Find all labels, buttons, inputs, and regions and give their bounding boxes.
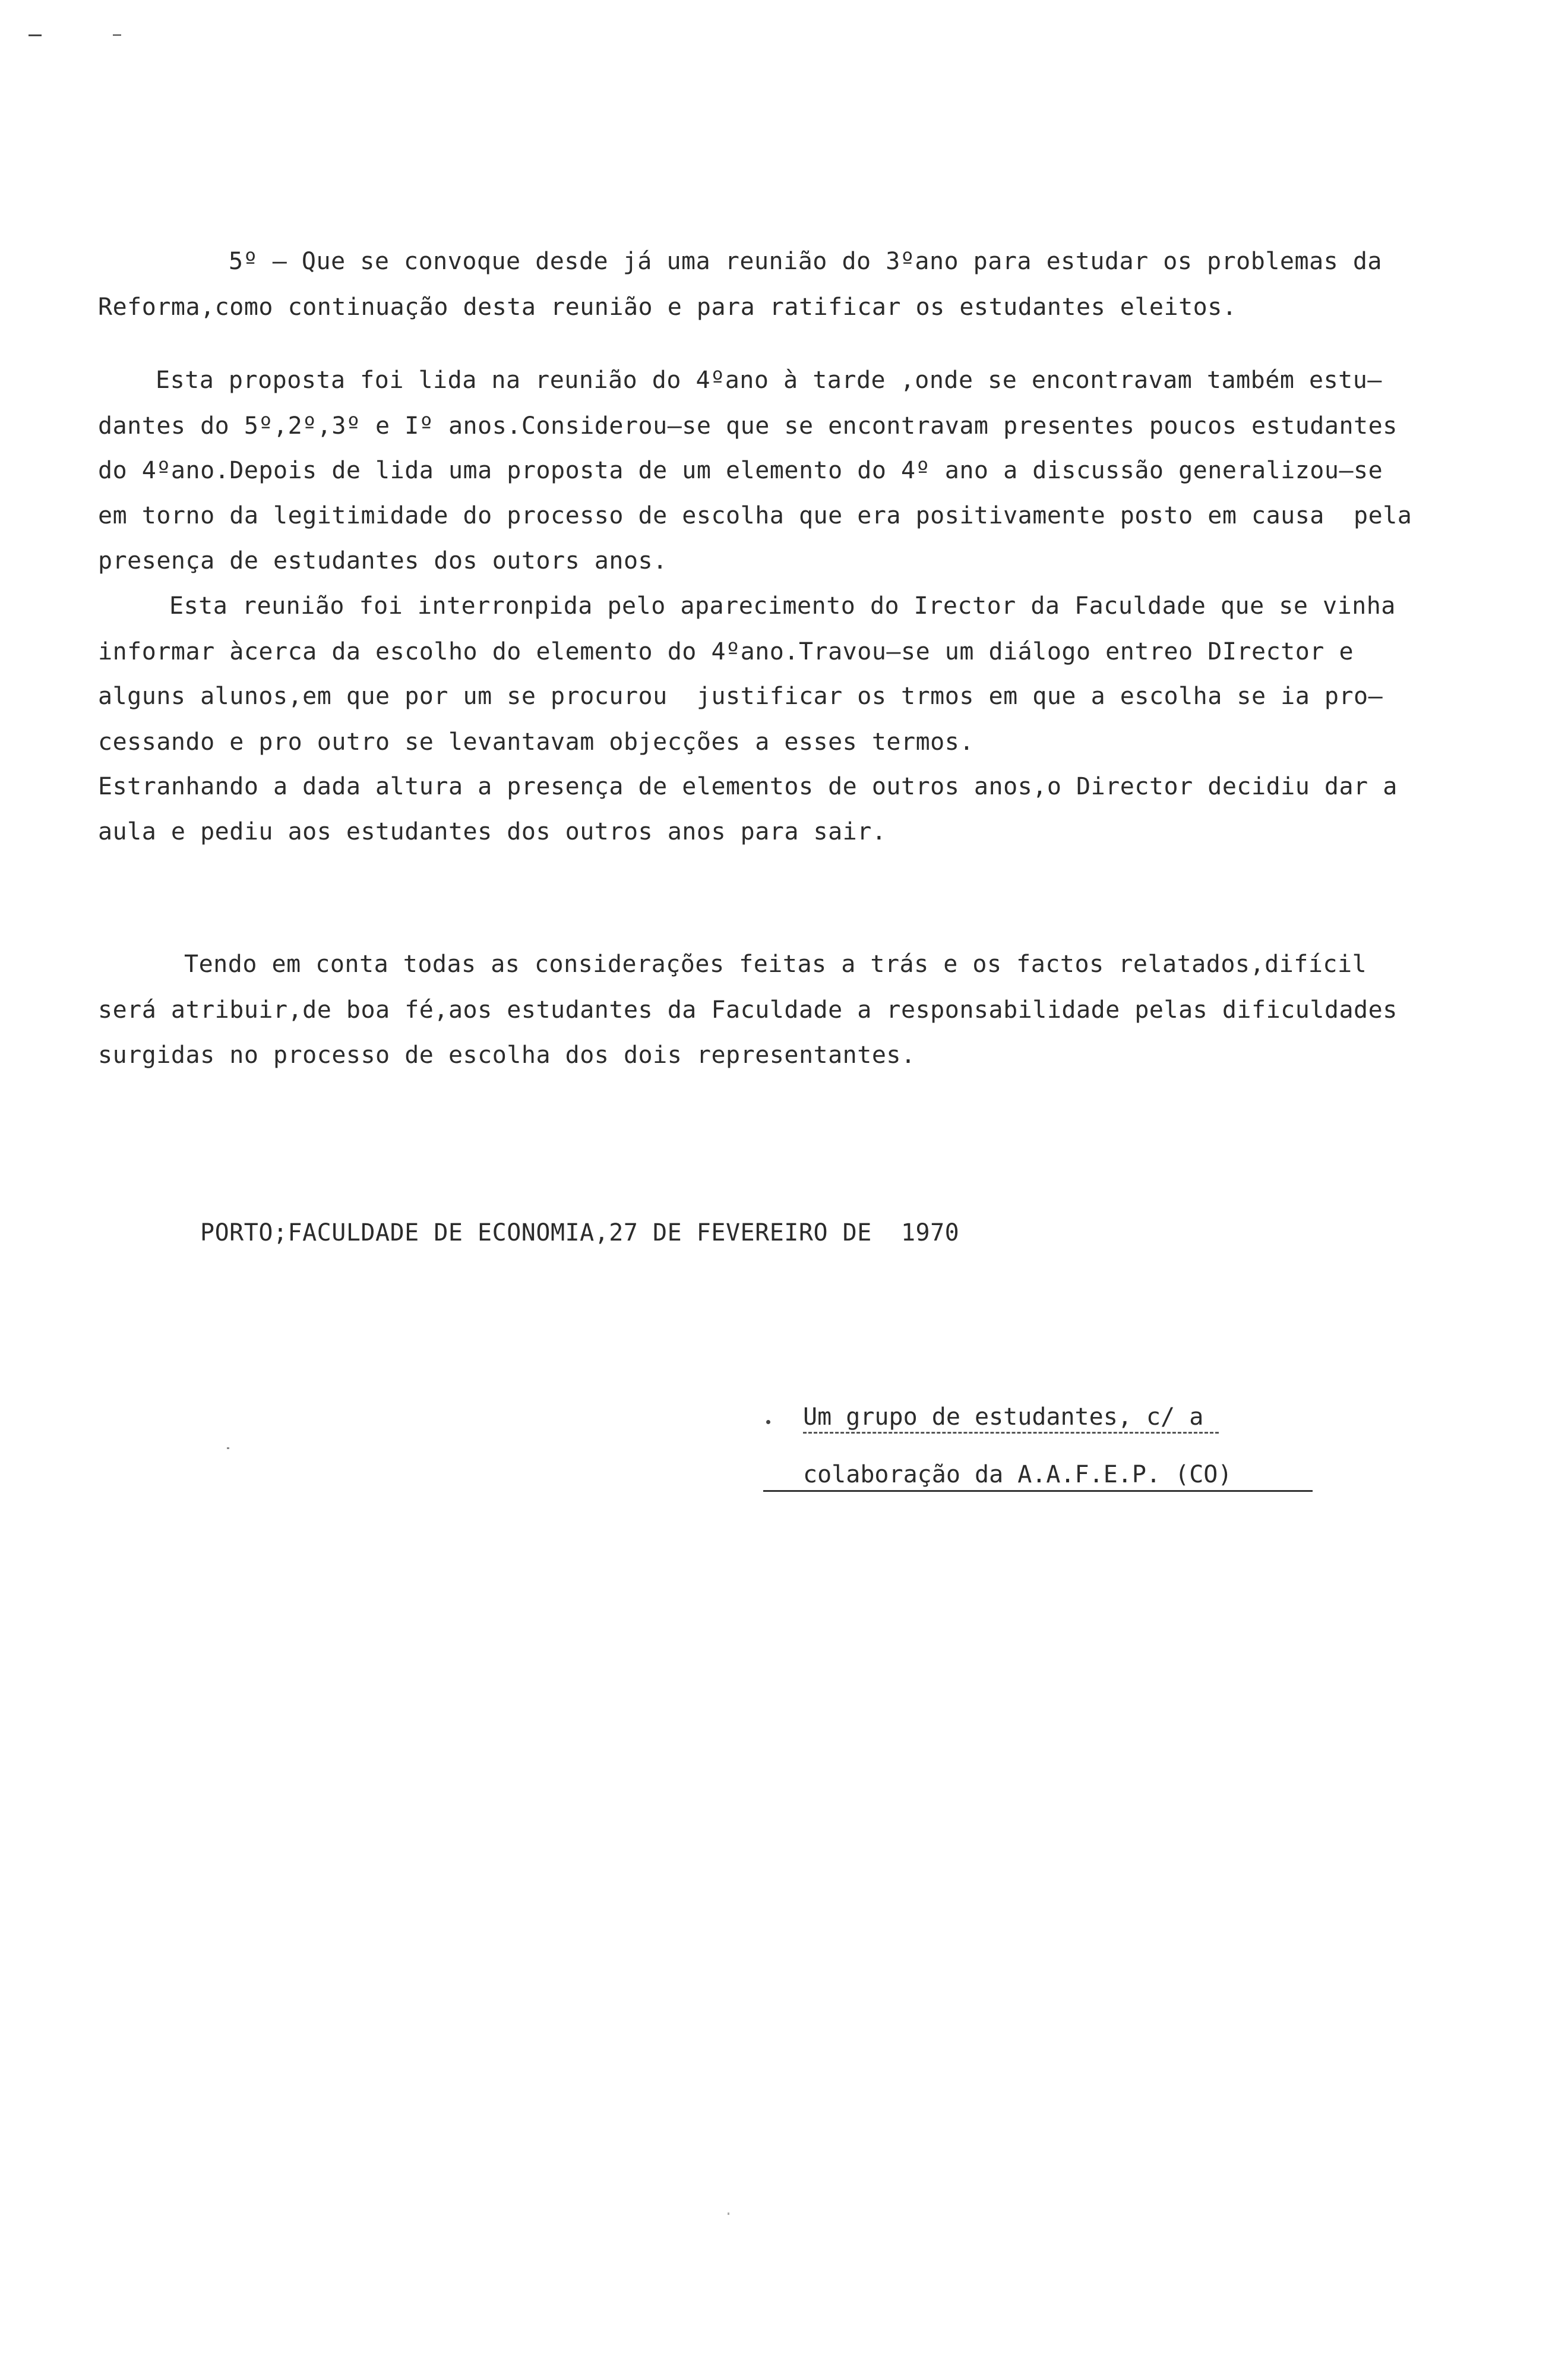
paragraph-1-line-1: 5º – Que se convoque desde já uma reunião do 3ºano para estudar os problemas da [229,248,1382,275]
signature-line-2: colaboração da A.A.F.E.P. (CO) [803,1461,1232,1488]
paragraph-4-line-1: Tendo em conta todas as considerações feitas a trás e os factos relatados,difícil [184,951,1367,978]
scan-speck [728,2213,729,2215]
paragraph-4-line-3: surgidas no processo de escolha dos dois representantes. [98,1042,916,1069]
paragraph-3-line-5: Estranhando a dada altura a presença de elementos de outros anos,o Director decidiu dar a [98,773,1398,800]
paragraph-2-line-2: dantes do 5º,2º,3º e Iº anos.Considerou–se que se encontravam presentes poucos estudantes [98,412,1398,440]
place-date: PORTO;FACULDADE DE ECONOMIA,27 DE FEVEREIRO DE 1970 [200,1219,960,1246]
signature-underline-1 [803,1432,1219,1434]
signature-line-1: Um grupo de estudantes, c/ a [803,1403,1204,1431]
paragraph-3-line-1: Esta reunião foi interronpida pelo aparecimento do Irector da Faculdade que se vinha [169,592,1396,620]
paragraph-3-line-2: informar àcerca da escolho do elemento do 4ºano.Travou–se um diálogo entreo DIrector e [98,638,1354,665]
scan-speck [227,1447,229,1449]
paragraph-3-line-4: cessando e pro outro se levantavam objecções a esses termos. [98,728,974,756]
paragraph-3-line-3: alguns alunos,em que por um se procurou justificar os trmos em que a escolha se ia pro– [98,683,1383,710]
scan-mark [113,34,121,36]
paragraph-2-line-3: do 4ºano.Depois de lida uma proposta de um elemento do 4º ano a discussão generalizou–se [98,457,1383,484]
paragraph-4-line-2: será atribuir,de boa fé,aos estudantes da Faculdade a responsabilidade pelas dificuldades [98,996,1398,1024]
paragraph-2-line-1: Esta proposta foi lida na reunião do 4ºano à tarde ,onde se encontravam também estu– [156,367,1382,394]
scan-mark [29,34,42,36]
paragraph-1-line-2: Reforma,como continuação desta reunião e para ratificar os estudantes eleitos. [98,293,1237,321]
paragraph-3-line-6: aula e pediu aos estudantes dos outros anos para sair. [98,818,887,845]
paragraph-2-line-4: em torno da legitimidade do processo de escolha que era positivamente posto em causa pela [98,502,1412,529]
paragraph-2-line-5: presença de estudantes dos outors anos. [98,547,668,575]
signature-underline-2 [763,1490,1313,1492]
signature-bullet [766,1420,770,1424]
